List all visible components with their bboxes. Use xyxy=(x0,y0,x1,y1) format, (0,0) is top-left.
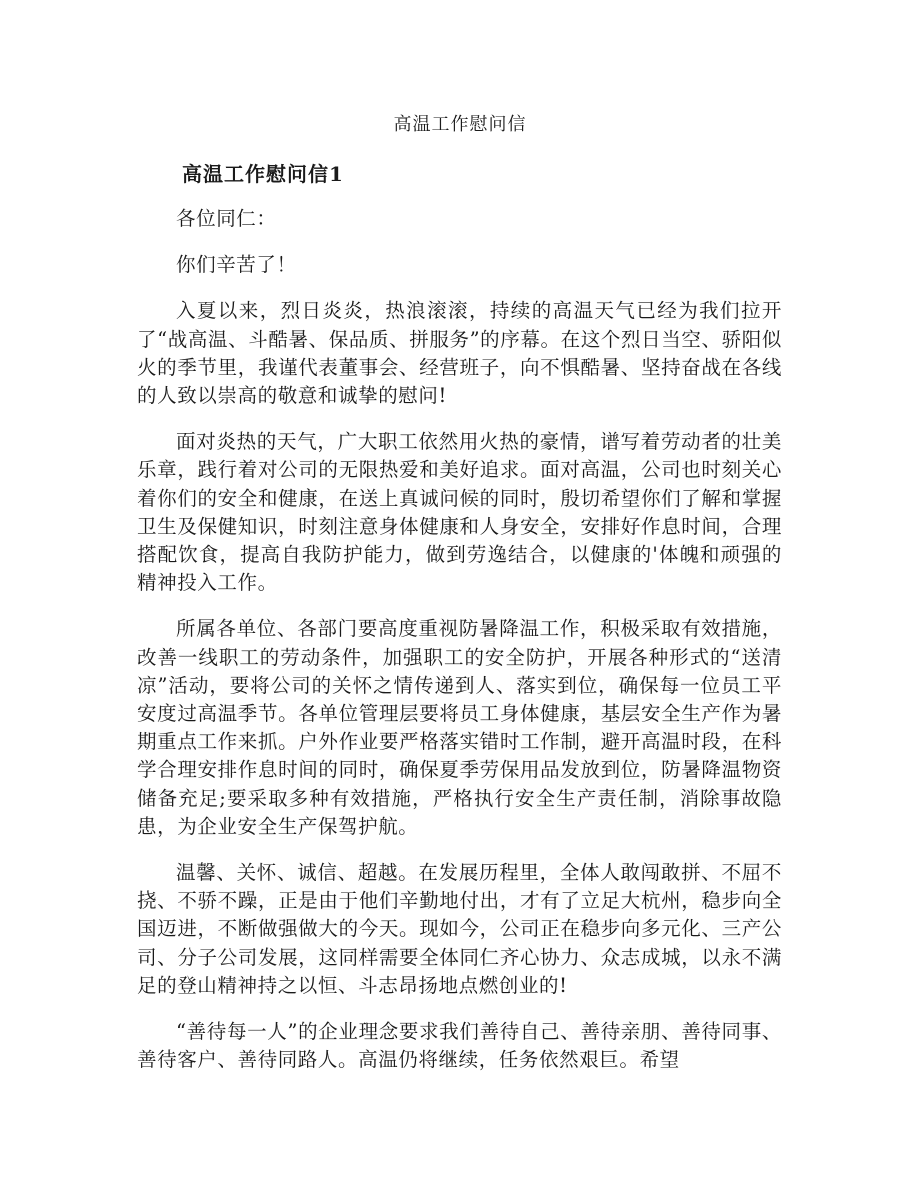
paragraph: 温馨、关怀、诚信、超越。在发展历程里，全体人敢闯敢拼、不屈不挠、不骄不躁，正是由于他们辛勤地付出，才有了立足大杭州，稳步向全国迈进，不断做强做大的今天。现如今，公司正在稳步向多元化、三产公司、分子公司发展，这同样需要全体同仁齐心协力、众志成城，以永不满足的登山精神持之以恒、斗志昂扬地点燃创业的! xyxy=(137,861,782,997)
salutation: 各位同仁： xyxy=(176,207,277,230)
paragraph: 入夏以来，烈日炎炎，热浪滚滚，持续的高温天气已经为我们拉开了“战高温、斗酷暑、保品质、拼服务”的序幕。在这个烈日当空、骄阳似火的季节里，我谨代表董事会、经营班子，向不惧酷暑、坚持奋战在各线的人致以崇高的敬意和诚挚的慰问! xyxy=(137,299,782,408)
section-heading: 高温工作慰问信1 xyxy=(182,162,344,186)
greeting: 你们辛苦了！ xyxy=(176,253,297,277)
paragraph: 所属各单位、各部门要高度重视防暑降温工作，积极采取有效措施，改善一线职工的劳动条件，加强职工的安全防护，开展各种形式的“送清凉”活动，要将公司的关怀之情传递到人、落实到位，确保每一位员工平安度过高温季节。各单位管理层要将员工身体健康，基层安全生产作为暑期重点工作来抓。户外作业要严格落实错时工作制，避开高温时段，在科学合理安排作息时间的同时，确保夏季劳保用品发放到位，防暑降温物资储备充足;要采取多种有效措施，严格执行安全生产责任制，消除事故隐患，为企业安全生产保驾护航。 xyxy=(137,617,782,838)
document-title: 高温工作慰问信 xyxy=(393,114,527,135)
letter-body xyxy=(137,205,782,1092)
paragraph: “善待每一人”的企业理念要求我们善待自己、善待亲朋、善待同事、善待客户、善待同路人。高温仍将继续，任务依然艰巨。希望 xyxy=(137,1020,782,1072)
paragraph: 面对炎热的天气，广大职工依然用火热的豪情，谱写着劳动者的壮美乐章，践行着对公司的无限热爱和美好追求。面对高温，公司也时刻关心着你们的安全和健康，在送上真诚问候的同时，殷切希望你们了解和掌握卫生及保健知识，时刻注意身体健康和人身安全，安排好作息时间，合理搭配饮食，提高自我防护能力，做到劳逸结合，以健康的'体魄和顽强的精神投入工作。 xyxy=(137,430,782,595)
